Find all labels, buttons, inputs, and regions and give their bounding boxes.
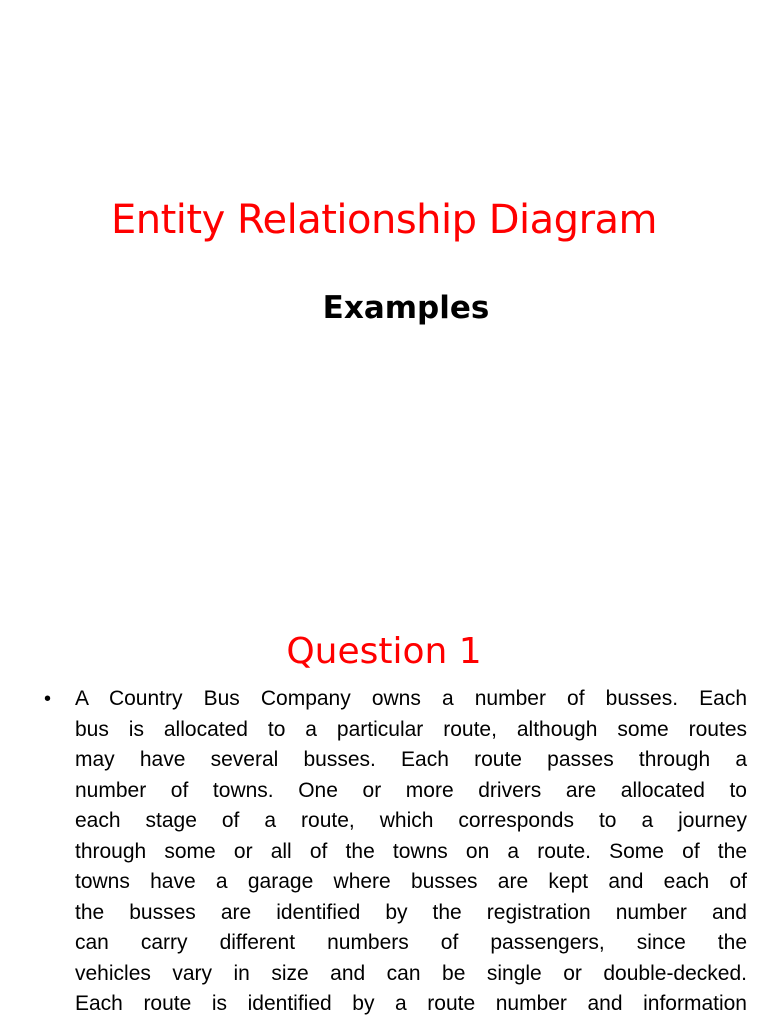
text-line: towns have a garage where busses are kept and each of xyxy=(75,870,747,893)
text-line: bus is allocated to a particular route, although some routes xyxy=(75,717,747,741)
bullet-list xyxy=(0,684,768,1020)
bullet-text xyxy=(75,684,747,1020)
text-line: A Country Bus Company owns a number of busses. Each xyxy=(75,687,747,710)
text-line: number of towns. One or more drivers are allocated to xyxy=(75,778,747,802)
text-line: may have several busses. Each route passes through a xyxy=(75,748,747,771)
question-slide xyxy=(0,580,768,1024)
page-subtitle: Examples xyxy=(322,290,490,326)
text-line: through some or all of the towns on a route. Some of the xyxy=(75,839,747,863)
text-line: each stage of a route, which corresponds to a journey xyxy=(75,809,747,832)
list-item xyxy=(0,684,768,1020)
text-line: Each route is identified by a route number and information xyxy=(75,992,747,1015)
bullet-icon: • xyxy=(44,688,52,710)
text-line: can carry different numbers of passengers, since the xyxy=(75,931,747,954)
text-line: vehicles vary in size and can be single or double-decked. xyxy=(75,961,747,985)
question-title: Question 1 xyxy=(286,631,482,672)
page-title: Entity Relationship Diagram xyxy=(111,197,657,243)
text-line: the busses are identified by the registration number and xyxy=(75,900,747,924)
